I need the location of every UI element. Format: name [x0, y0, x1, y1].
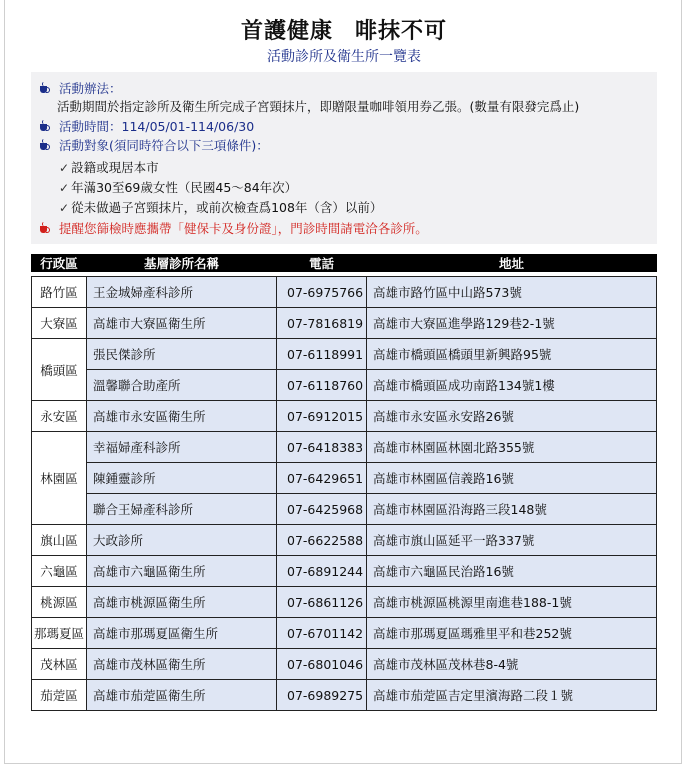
clinic-name-cell: 陳鍾靈診所: [87, 463, 277, 494]
method-text: 活動期間於指定診所及衛生所完成子宮頸抹片，即贈限量咖啡領用券乙張。(數量有限發完爲止): [57, 99, 580, 114]
table-row: [32, 494, 657, 525]
table-row: [32, 618, 657, 649]
district-cell: 旗山區: [32, 525, 87, 556]
address-cell: 高雄市茄萣區吉定里濱海路二段１號: [367, 680, 657, 711]
reminder-line: [39, 220, 428, 238]
condition-1: ✓ 設籍或現居本市: [59, 160, 159, 175]
table-row: [32, 277, 657, 308]
coffee-cup-icon: [39, 222, 49, 234]
table-row: [32, 401, 657, 432]
phone-cell: 07-6701142: [277, 618, 367, 649]
clinic-table: [31, 254, 657, 711]
coffee-cup-icon: [39, 82, 49, 94]
address-cell: 高雄市橋頭區成功南路134號1樓: [367, 370, 657, 401]
phone-cell: 07-6801046: [277, 649, 367, 680]
target-line: [39, 137, 269, 155]
header-clinic-name: 基層診所名稱: [87, 254, 277, 272]
clinic-name-cell: 溫馨聯合助產所: [87, 370, 277, 401]
address-cell: 高雄市大寮區進學路129巷2-1號: [367, 308, 657, 339]
reminder-text: 提醒您篩檢時應攜帶「健保卡及身份證」，門診時間請電洽各診所。: [59, 221, 428, 236]
district-cell: 路竹區: [32, 277, 87, 308]
clinic-name-cell: 高雄市大寮區衛生所: [87, 308, 277, 339]
phone-cell: 07-7816819: [277, 308, 367, 339]
activity-info-box: [31, 72, 657, 244]
phone-cell: 07-6912015: [277, 401, 367, 432]
checkmark-icon: ✓: [59, 181, 70, 195]
table-row: [32, 525, 657, 556]
address-cell: 高雄市橋頭區橋頭里新興路95號: [367, 339, 657, 370]
clinic-name-cell: 王金城婦產科診所: [87, 277, 277, 308]
district-cell: 大寮區: [32, 308, 87, 339]
checkmark-icon: ✓: [59, 161, 70, 175]
checkmark-icon: ✓: [59, 201, 70, 215]
clinic-name-cell: 聯合王婦產科診所: [87, 494, 277, 525]
condition-2: ✓ 年滿30至69歲女性（民國45～84年次）: [59, 180, 298, 195]
time-line: [39, 118, 254, 136]
title-part-2: 啡抹不可: [355, 19, 448, 44]
address-cell: 高雄市茂林區茂林巷8-4號: [367, 649, 657, 680]
table-row: [32, 432, 657, 463]
header-district: 行政區: [32, 254, 87, 272]
table-row: [32, 556, 657, 587]
clinic-name-cell: 張民傑診所: [87, 339, 277, 370]
address-cell: 高雄市林園區信義路16號: [367, 463, 657, 494]
page-title: [0, 14, 688, 45]
clinic-name-cell: 幸福婦產科診所: [87, 432, 277, 463]
page-subtitle: 活動診所及衛生所一覽表: [267, 49, 421, 65]
time-text: 活動時間：114/05/01-114/06/30: [59, 119, 255, 134]
phone-cell: 07-6118991: [277, 339, 367, 370]
address-cell: 高雄市旗山區延平一路337號: [367, 525, 657, 556]
table-header-row: [32, 254, 657, 272]
district-cell: 六龜區: [32, 556, 87, 587]
phone-cell: 07-6622588: [277, 525, 367, 556]
condition-3: ✓ 從未做過子宮頸抹片，或前次檢查爲108年（含）以前）: [59, 200, 383, 215]
clinic-name-cell: 高雄市茄萣區衛生所: [87, 680, 277, 711]
phone-cell: 07-6989275: [277, 680, 367, 711]
title-part-1: 首護健康: [240, 19, 333, 44]
clinic-name-cell: 高雄市六龜區衛生所: [87, 556, 277, 587]
table-row: [32, 649, 657, 680]
district-cell: 茄萣區: [32, 680, 87, 711]
district-cell: 那瑪夏區: [32, 618, 87, 649]
phone-cell: 07-6891244: [277, 556, 367, 587]
address-cell: 高雄市永安區永安路26號: [367, 401, 657, 432]
table-row: [32, 463, 657, 494]
phone-cell: 07-6861126: [277, 587, 367, 618]
district-cell: 林園區: [32, 432, 87, 525]
table-row: [32, 370, 657, 401]
phone-cell: 07-6429651: [277, 463, 367, 494]
clinic-name-cell: 高雄市那瑪夏區衛生所: [87, 618, 277, 649]
clinic-name-cell: 高雄市桃源區衛生所: [87, 587, 277, 618]
method-line: [39, 80, 122, 98]
table-row: [32, 339, 657, 370]
address-cell: 高雄市那瑪夏區瑪雅里平和巷252號: [367, 618, 657, 649]
coffee-cup-icon: [39, 120, 49, 132]
phone-cell: 07-6418383: [277, 432, 367, 463]
clinic-name-cell: 大政診所: [87, 525, 277, 556]
address-cell: 高雄市桃源區桃源里南進巷188-1號: [367, 587, 657, 618]
phone-cell: 07-6118760: [277, 370, 367, 401]
district-cell: 桃源區: [32, 587, 87, 618]
table-row: [32, 680, 657, 711]
address-cell: 高雄市路竹區中山路573號: [367, 277, 657, 308]
clinic-name-cell: 高雄市永安區衛生所: [87, 401, 277, 432]
method-label: 活動辦法：: [59, 81, 122, 96]
address-cell: 高雄市六龜區民治路16號: [367, 556, 657, 587]
target-label: 活動對象(須同時符合以下三項條件)：: [59, 138, 269, 153]
district-cell: 橋頭區: [32, 339, 87, 401]
clinic-name-cell: 高雄市茂林區衛生所: [87, 649, 277, 680]
table-row: [32, 308, 657, 339]
coffee-cup-icon: [39, 139, 49, 151]
district-cell: 永安區: [32, 401, 87, 432]
table-row: [32, 587, 657, 618]
address-cell: 高雄市林園區林園北路355號: [367, 432, 657, 463]
header-phone: 電話: [277, 254, 367, 272]
district-cell: 茂林區: [32, 649, 87, 680]
phone-cell: 07-6975766: [277, 277, 367, 308]
phone-cell: 07-6425968: [277, 494, 367, 525]
header-address: 地址: [367, 254, 657, 272]
address-cell: 高雄市林園區沿海路三段148號: [367, 494, 657, 525]
